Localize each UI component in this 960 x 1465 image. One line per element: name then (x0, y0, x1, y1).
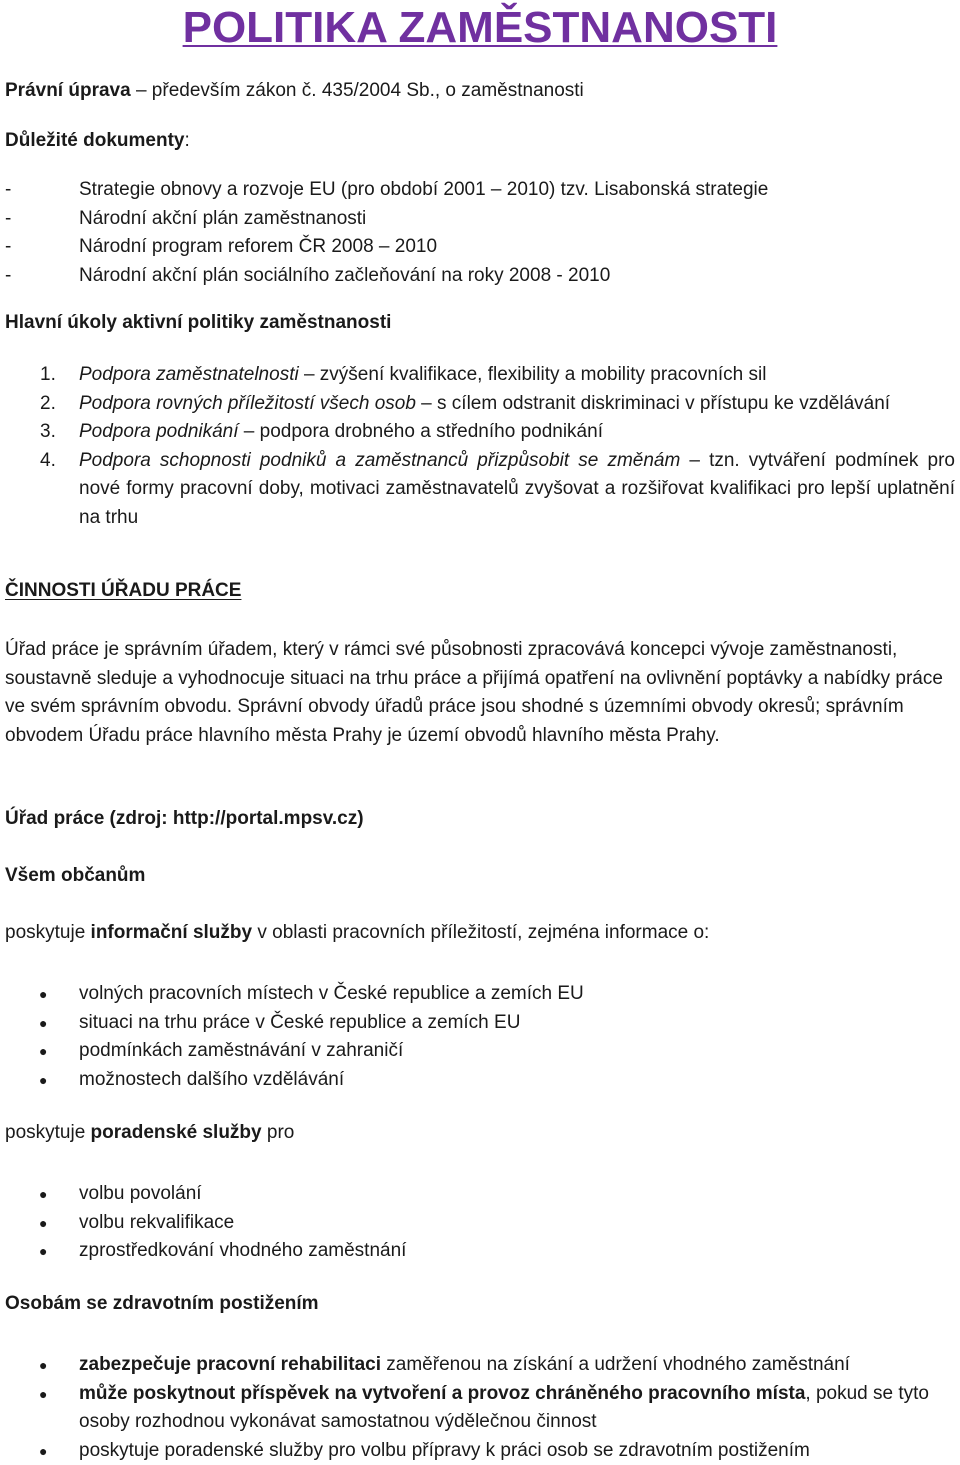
bullet-icon: ● (39, 1214, 48, 1231)
list-item: 3. Podpora podnikání – podpora drobného a středního podnikání (40, 421, 603, 442)
law-line (5, 80, 584, 102)
citizens-heading: Všem občanům (5, 865, 146, 886)
list-item: ● volbu rekvalifikace (5, 1209, 955, 1238)
list-item: ● volbu povolání (5, 1180, 955, 1209)
advice-list (5, 1180, 955, 1266)
list-item: - Národní akční plán sociálního začleňování na roky 2008 - 2010 (5, 264, 611, 286)
list-item: - Národní program reforem ČR 2008 – 2010 (5, 236, 438, 257)
bullet-icon: ● (39, 986, 48, 1002)
list-item: 1. Podpora zaměstnatelnosti – zvýšení kvalifikace, flexibility a mobility pracovních sil (40, 364, 767, 385)
office-heading: ČINNOSTI ÚŘADU PRÁCE (5, 580, 242, 601)
disabled-heading: Osobám se zdravotním postižením (5, 1293, 319, 1314)
list-item: 2. Podpora rovných příležitostí všech osob – s cílem odstranit diskriminaci v přístupu ke vzdělávání (40, 392, 891, 414)
list-item: ● možnostech dalšího vzdělávání (5, 1066, 955, 1095)
disabled-list (5, 1351, 955, 1465)
list-item: ● poskytuje poradenské služby pro volbu přípravy k práci osob se zdravotním postižením (5, 1437, 955, 1465)
law-text: – především zákon č. 435/2004 Sb., o zaměstnanosti (130, 80, 584, 101)
info-list (5, 980, 955, 1094)
office-paragraph: Úřad práce je správním úřadem, který v rámci své působnosti zpracovává koncepci vývoje zaměstnanosti, soustavně sleduje a vyhodnocuje situaci na trhu práce a přijímá opatření na ovlivnění poptávky a nabídky práce ve svém správním obvodu. Správní obvody úřadů práce jsou shodné s územními obvody okresů; správním obvodem Úřadu práce hlavního města Prahy je území obvodů hlavního města Prahy. (5, 639, 943, 746)
list-item: ● podmínkách zaměstnávání v zahraničí (5, 1037, 955, 1066)
bullet-icon: ● (39, 1243, 48, 1259)
advice-paragraph: poskytuje poradenské služby pro (5, 1122, 295, 1143)
list-item: - Strategie obnovy a rozvoje EU (pro období 2001 – 2010) tzv. Lisabonská strategie (5, 179, 769, 200)
bullet-icon: ● (39, 1043, 48, 1059)
source-heading: Úřad práce (zdroj: http://portal.mpsv.cz) (5, 808, 364, 829)
list-item: ● situaci na trhu práce v České republice a zemích EU (5, 1009, 955, 1038)
list-item: 4. Podpora schopnosti podniků a zaměstnanců přizpůsobit se změnám – tzn. vytváření podmínek pro nové formy pracovní doby, motivaci zaměstnavatelů zvyšovat a rozšiřovat kvalifikaci pro lepší uplatnění na trhu (40, 449, 955, 528)
list-item: ● může poskytnout příspěvek na vytvoření a provoz chráněného pracovního místa, pokud se tyto osoby rozhodnou vykonávat samostatnou výdělečnou činnost (5, 1380, 955, 1437)
documents-heading: Důležité dokumenty: (5, 130, 190, 151)
bullet-icon: ● (39, 1186, 48, 1202)
law-label: Právní úprava (5, 80, 131, 101)
list-item: ● zprostředkování vhodného zaměstnání (5, 1237, 955, 1266)
bullet-icon: ● (39, 1357, 48, 1373)
documents-list (5, 176, 955, 290)
bullet-icon: ● (39, 1014, 48, 1031)
list-item: ● volných pracovních místech v České republice a zemích EU (5, 980, 955, 1009)
tasks-heading: Hlavní úkoly aktivní politiky zaměstnanosti (5, 312, 392, 333)
page-title: POLITIKA ZAMĚSTNANOSTI (182, 3, 778, 52)
bullet-icon: ● (39, 1385, 48, 1402)
bullet-icon: ● (39, 1442, 48, 1459)
list-item: - Národní akční plán zaměstnanosti (5, 207, 367, 229)
info-paragraph: poskytuje informační služby v oblasti pracovních příležitostí, zejména informace o: (5, 922, 710, 943)
bullet-icon: ● (39, 1071, 48, 1088)
tasks-list (5, 361, 955, 532)
list-item: ● zabezpečuje pracovní rehabilitaci zaměřenou na získání a udržení vhodného zaměstnání (5, 1351, 955, 1380)
